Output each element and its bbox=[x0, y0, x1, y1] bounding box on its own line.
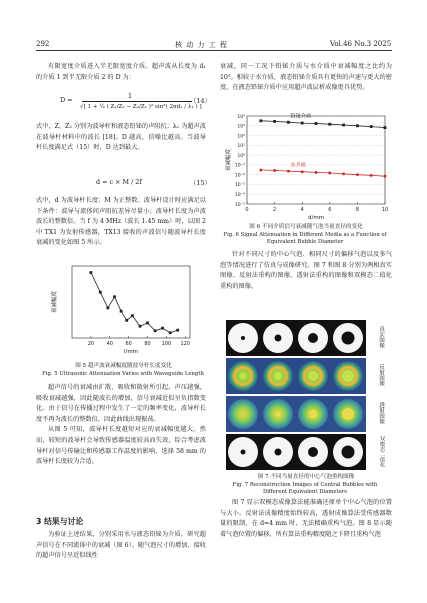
fig6-data-point bbox=[301, 170, 304, 173]
fig6-data-point bbox=[356, 124, 359, 127]
fig6-x-tick-label: 6 bbox=[328, 207, 332, 213]
fig7-image-grid bbox=[226, 320, 394, 472]
intro-paragraph: 有限宽度介质进入半无限宽度介质。超声波从长度为 d₁ 的介质 1 到半无限介质 2 的 D 为： bbox=[36, 63, 206, 81]
fig5-data-point bbox=[113, 295, 116, 298]
fig7-row-reflection bbox=[226, 358, 366, 394]
fig5-data-point bbox=[169, 331, 172, 334]
fig7-label-reflection: 反射图像 bbox=[378, 364, 384, 387]
fig7-caption-en-2: Different Equivalent Diameters bbox=[262, 489, 348, 495]
fig5-data-point bbox=[161, 327, 164, 330]
fig7-row-true bbox=[226, 320, 366, 356]
fig6-data-point bbox=[342, 124, 345, 127]
fig6-x-tick-label: 10 bbox=[381, 207, 389, 213]
eq15-number: （15） bbox=[190, 179, 211, 187]
right-top-paragraph: 衰减，同一工况下铅铋介质与水介质中衰减幅度之比约为 10⁵。相较于水介质，液态铅铋介质具有更快的声速与更大的密度，在液态铅铋介质中应用超声波层析成像更具优势。 bbox=[220, 63, 392, 92]
fig7-row-binarized bbox=[226, 434, 366, 470]
fig6-series-label: 铅铋介质 bbox=[290, 113, 312, 120]
fig7-caption-en-1: Fig. 7 Reconstruction Images of Central Bubbles with bbox=[232, 482, 378, 488]
fig6-x-tick-label: 8 bbox=[355, 207, 359, 213]
fig7-caption-cn: 图 7 不同当量直径的中心气泡重构图像 bbox=[257, 474, 355, 480]
fig5-x-tick-label: 120 bbox=[180, 341, 191, 347]
fig6-y-tick-label: 10⁻⁵ bbox=[234, 202, 245, 208]
fig6-x-axis-label: d/mm bbox=[307, 215, 325, 221]
page-number: 292 bbox=[36, 40, 50, 48]
fig6-data-point bbox=[370, 125, 373, 128]
fig6-data-point bbox=[301, 122, 304, 125]
fig6-data-point bbox=[356, 173, 359, 176]
eq14-number: （14） bbox=[190, 97, 211, 105]
fig5-x-tick-label: 80 bbox=[144, 341, 151, 347]
right-mid-paragraph: 针对不同尺寸的中心气泡、相同尺寸的偏移气泡以及多气泡等情况进行了仿真与成像研究。图 7 和图 8 分别为两相真实图像、反射法重构的图像、透射法重构的图像和双模态二值化重构的图像。 bbox=[220, 251, 392, 290]
fig6-data-point bbox=[259, 119, 262, 122]
fig6-data-point bbox=[315, 171, 318, 174]
fig5-y-axis-label: 衰减幅度 bbox=[52, 290, 58, 314]
fig6-series-label: 水介质 bbox=[290, 162, 306, 169]
fig6-data-point bbox=[287, 121, 290, 124]
fig6-data-point bbox=[328, 172, 331, 175]
fig5-data-point bbox=[131, 314, 134, 317]
fig5-x-tick-label: 40 bbox=[106, 341, 113, 347]
fig6-y-tick-label: 10⁴ bbox=[237, 114, 245, 120]
fig5-chart bbox=[50, 260, 200, 360]
fig6-data-point bbox=[287, 170, 290, 173]
fig6-y-tick-label: 10⁻⁴ bbox=[234, 193, 245, 199]
fig5-series-line bbox=[91, 273, 178, 333]
eq14-lhs: D = bbox=[60, 96, 73, 104]
fig5-data-point bbox=[125, 319, 128, 322]
fig6-data-point bbox=[328, 123, 331, 126]
fig5-data-point bbox=[146, 322, 149, 325]
fig5-caption-en: Fig. 5 Ultrasonic Attenuation Varies with Waveguide Length bbox=[42, 371, 204, 377]
header-rule bbox=[36, 50, 392, 51]
fig5-plot-frame bbox=[72, 266, 190, 338]
fig6-caption-en-2: Equivalent Bubble Diameter bbox=[266, 239, 344, 245]
fig6-y-tick-label: 10³ bbox=[237, 124, 245, 130]
fig6-plot-frame bbox=[247, 116, 385, 204]
fig7-label-true: 真实图像 bbox=[378, 326, 384, 349]
fig5-data-point bbox=[176, 329, 179, 332]
fig5-data-point bbox=[120, 310, 123, 313]
para-after-eq15: 式中，d 为波导杆长度；M 为正整数。波导杆设计时应满足以下条件：波导与流体间声阻抗差异尽量小；波导杆长度为声波波长的整数倍。当 f 为 4 MHz（波长 1.45 mm）时，以图 2 中 TX1 为发射传感器，TX13 接收的声波信号随波导杆长度衰减的变化如图 5 所示。 bbox=[36, 197, 206, 247]
fig6-y-tick-label: 10¹ bbox=[237, 144, 245, 150]
fig5-data-point bbox=[89, 271, 92, 274]
fig6-data-point bbox=[315, 122, 318, 125]
fig6-y-tick-label: 10⁻³ bbox=[234, 183, 245, 189]
eq15: d = c × M / 2f bbox=[96, 178, 142, 186]
fig6-data-point bbox=[384, 175, 387, 178]
fig6-series-line bbox=[261, 170, 385, 176]
fig6-data-point bbox=[342, 172, 345, 175]
fig5-x-tick-label: 60 bbox=[125, 341, 132, 347]
fig6-x-tick-label: 4 bbox=[300, 207, 304, 213]
fig5-x-tick-label: 20 bbox=[87, 341, 95, 347]
fig6-caption-en-1: Fig. 6 Signal Attenuation in Different Media as a Function of bbox=[223, 232, 387, 238]
eq14-denominator: √[ 1 + ¼ ( Z₁/Z₂ − Z₂/Z₁ )² sin²( 2πd₁ / λ₁ ) ] bbox=[80, 104, 202, 110]
para-section3: 为验证上述结果，分别采用水与液态铅铋为介质，研究超声信号在不同流体中的衰减（图 6）。随气泡尺寸的增加，接收的超声信号呈近似线性 bbox=[36, 531, 206, 560]
fig5-data-point bbox=[106, 306, 109, 309]
fig6-data-point bbox=[259, 169, 262, 172]
right-bottom-paragraph: 图 7 显示双模态成像算法能准确还原单个中心气泡的位置与大小。反射法成像精度始终较高，透射成像算法受传感器数量的限制，在 d=4 mm 时，无法精确重构气泡。图 8 显示随着气泡位置的偏移，所有算法重构精度随之下降且重构气泡 bbox=[220, 499, 392, 538]
eq14-fraction-bar bbox=[82, 101, 192, 102]
fig6-y-tick-label: 10⁰ bbox=[237, 153, 245, 159]
fig5-caption-cn: 图 5 超声波衰减幅度随波导杆长度变化 bbox=[75, 363, 172, 369]
fig6-caption-cn: 图 6 不同介质信号衰减随气泡当量直径的变化 bbox=[249, 224, 363, 230]
fig6-data-point bbox=[273, 169, 276, 172]
fig5-data-point bbox=[139, 325, 142, 328]
fig6-data-point bbox=[370, 174, 373, 177]
fig6-series-line bbox=[261, 121, 385, 128]
fig7-row-transmission bbox=[226, 396, 366, 432]
fig6-data-point bbox=[384, 126, 387, 129]
fig6-y-tick-label: 10⁻¹ bbox=[234, 163, 245, 169]
para-fig5-discussion: 超声信号的衰减由扩散、吸收和散射所引起。声压越强，吸收衰减越强，因此随波长的增加，信号衰减近似呈负指数变化。由于信号在传播过程中发生了一定的频率变化，波导杆长度不再为波长的整数倍，因此曲线出现振荡。 从图 5 可知，波导杆长度越短对应的衰减幅度越大。然而，较短的波导杆会导致传感器温度较高而失效，综合考虑波导杆对信号传输比和传感器工作温度的影响，选择 58 mm 的波导杆长度较为合适。 bbox=[36, 384, 206, 466]
fig5-data-point bbox=[154, 329, 157, 332]
volume-info: Vol.46 No.3 2025 bbox=[330, 40, 392, 48]
eq14-numerator: 1 bbox=[128, 92, 133, 100]
para-after-eq14: 式中，Z、Z₂ 分别为波导杆和液态铅铋的声阻抗；λ₁ 为超声波在波导杆材料中的波长 [18]。D 越高，信噪比越高。当波导杆长度满足式（15）时，D 达到最大。 bbox=[36, 123, 206, 152]
fig5-x-tick-label: 100 bbox=[161, 341, 172, 347]
fig7-label-transmission: 透射图像 bbox=[378, 402, 384, 425]
fig6-y-tick-label: 10⁻² bbox=[234, 173, 245, 179]
journal-title: 核 动 力 工 程 bbox=[175, 41, 228, 49]
fig5-data-point bbox=[99, 291, 102, 294]
fig7-label-binarized: 双模态二值化 bbox=[379, 436, 385, 468]
fig6-y-tick-label: 10² bbox=[237, 134, 245, 140]
fig6-y-axis-label: 衰减幅度 bbox=[226, 148, 232, 172]
fig6-x-tick-label: 0 bbox=[245, 207, 249, 213]
section-heading: 3 结果与讨论 bbox=[36, 517, 84, 526]
fig6-x-tick-label: 2 bbox=[273, 207, 277, 213]
fig6-data-point bbox=[273, 120, 276, 123]
fig5-x-axis-label: l/mm bbox=[123, 349, 139, 355]
fig6-chart bbox=[225, 112, 393, 222]
